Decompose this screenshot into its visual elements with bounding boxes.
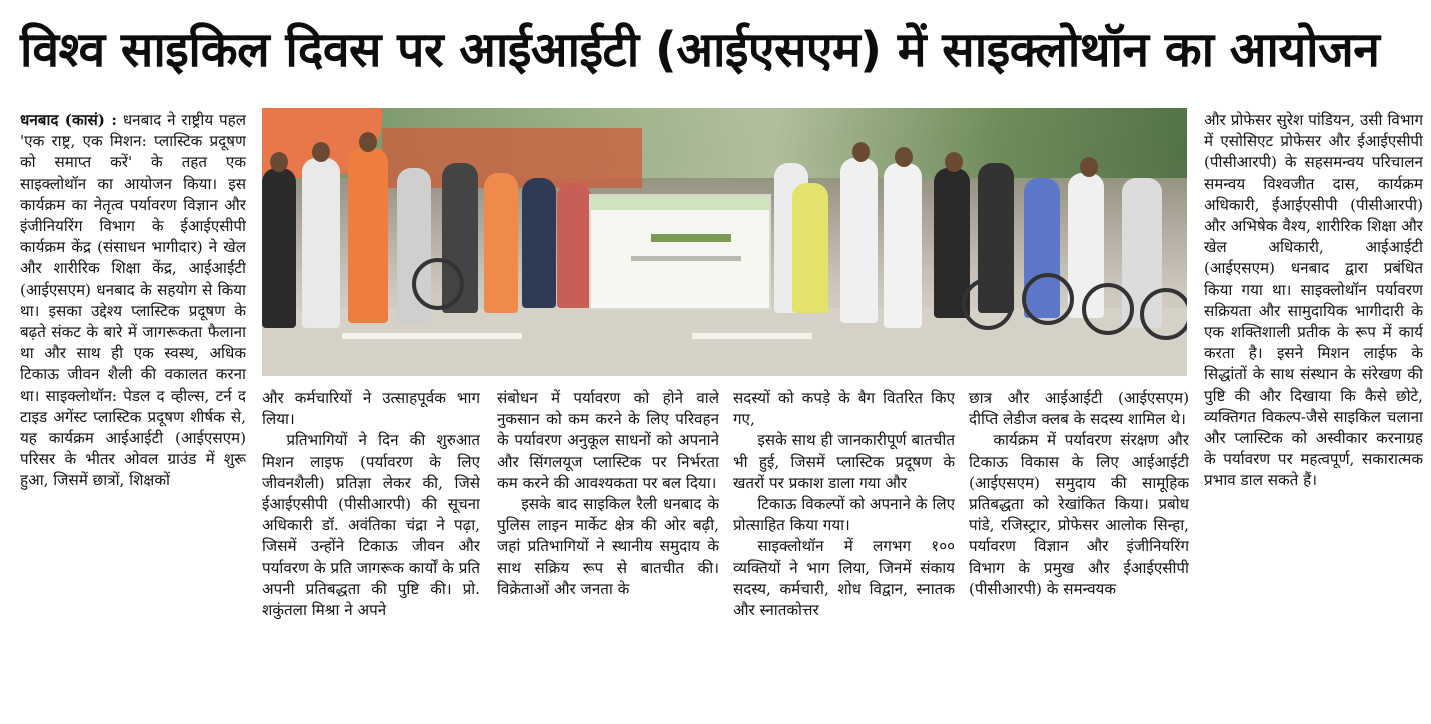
article-column-2 [262,388,480,720]
dateline: धनबाद (कासं) : [20,111,117,129]
bicycle-wheel [1022,273,1074,325]
photo-road-marking [342,333,522,339]
event-photo [262,108,1187,376]
photo-person [840,158,878,323]
column-paragraph: इसके साथ ही जानकारीपूर्ण बातचीत भी हुई, जिसमें प्लास्टिक प्रदूषण के खतरों पर प्रकाश डाला गया और [733,431,955,492]
photo-head [852,142,870,162]
column-paragraph: टिकाऊ विकल्पों को अपनाने के लिए प्रोत्साहित किया गया। [733,495,955,535]
photo-head [945,152,963,172]
column-paragraph: प्रतिभागियों ने दिन की शुरुआत मिशन लाइफ (पर्यावरण के लिए जीवनशैली) प्रतिज्ञा लेकर की, जिसे ईआईएसीपी (पीसीआरपी) की सूचना अधिकारी डॉ. अवंतिका चंद्रा ने पढ़ा, जिसमें उन्होंने टिकाऊ जीवन और पर्यावरण के प्रति जागरूक कार्यों के प्रति अपनी प्रतिबद्धता की पुष्टि की। प्रो. शकुंतला मिश्रा ने अपने [262,431,480,620]
article-column-4 [733,388,955,720]
column-paragraph: धनबाद ने राष्ट्रीय पहल 'एक राष्ट्र, एक मिशन: प्लास्टिक प्रदूषण को समाप्त करें' के तहत एक साइक्लोथॉन का आयोजन किया। इस कार्यक्रम का नेतृत्व पर्यावरण विज्ञान और इंजीनियरिंग विभाग के ईआईएसीपी कार्यक्रम केंद्र (संसाधन भागीदार) ने खेल और शारीरिक शिक्षा केंद्र, आईआईटी (आईएसएम) धनबाद के सहयोग से किया था। इसका उद्देश्य प्लास्टिक प्रदूषण के बढ़ते संकट के बारे में जागरूकता फैलाना था और साथ ही एक स्वस्थ, अधिक टिकाऊ जीवन शैली की वकालत करना था। साइक्लोथॉन: पेडल द व्हील्स, टर्न द टाइड अगेंस्ट प्लास्टिक प्रदूषण शीर्षक से, यह कार्यक्रम आईआईटी (आईएसएम) परिसर के भीतर ओवल ग्राउंड में शुरू हुआ, जिसमें छात्रों, शिक्षकों [20,111,246,490]
article-column-5 [969,388,1189,720]
photo-person [348,148,388,323]
photo-person [557,183,591,308]
bicycle-wheel [1082,283,1134,335]
column-paragraph: और कर्मचारियों ने उत्साहपूर्वक भाग लिया। [262,389,480,429]
photo-head [1080,157,1098,177]
article-column-6 [1204,110,1423,720]
article-column-1 [20,110,246,720]
bicycle-wheel [412,258,464,310]
headline: विश्व साइकिल दिवस पर आईआईटी (आईएसएम) में साइक्लोथॉन का आयोजन [20,22,1380,78]
column-paragraph: छात्र और आईआईटी (आईएसएम) दीप्ति लेडीज क्लब के सदस्य शामिल थे। [969,389,1189,429]
bicycle-wheel [1140,288,1187,340]
photo-person [522,178,556,308]
bicycle-wheel [962,278,1014,330]
column-paragraph: और प्रोफेसर सुरेश पांडियन, उसी विभाग में एसोसिएट प्रोफेसर और ईआईएसीपी (पीसीआरपी) के सहसमन्वय परिचालन समन्वय विश्वजीत दास, कार्यक्रम अधिकारी, ईआईएसीपी (पीसीआरपी) और अभिषेक वैश्य, शारीरिक शिक्षा और खेल अधिकारी, आईआईटी (आईएसएम) धनबाद द्वारा प्रबंधित किया गया था। साइक्लोथॉन पर्यावरण सक्रियता और सामुदायिक भागीदारी के एक शक्तिशाली प्रतीक के रूप में कार्य करता है। इसने मिशन लाईफ के सिद्धांतों के साथ संस्थान के संरेखण की पुष्टि की और दिखाया कि कैसे छोटे, व्यक्तिगत विकल्प-जैसे साइकिल चलाना और प्लास्टिक को अस्वीकार करनाग्रह के पर्यावरण पर महत्वपूर्ण, सकारात्मक प्रभाव डाल सकते हैं। [1204,111,1423,490]
photo-head [270,152,288,172]
photo-head [359,132,377,152]
photo-person [484,173,518,313]
column-paragraph: संबोधन में पर्यावरण को होने वाले नुकसान को कम करने के लिए परिवहन के पर्यावरण अनुकूल साधनों को अपनाने और सिंगलयूज प्लास्टिक पर निर्भरता कम करने की आवश्यकता पर बल दिया। [497,389,719,492]
article-column-3 [497,388,719,720]
photo-road-marking [692,333,812,339]
photo-person [302,158,340,328]
column-paragraph: सदस्यों को कपड़े के बैग वितरित किए गए, [733,389,955,429]
world-bicycle-day-banner [589,194,771,310]
photo-person [884,163,922,328]
column-paragraph: साइक्लोथॉन में लगभग १०० व्यक्तियों ने भाग लिया, जिनमें संकाय सदस्य, कर्मचारी, शोध विद्वान, स्नातक और स्नातकोत्तर [733,537,955,620]
photo-person [792,183,828,313]
column-paragraph: इसके बाद साइकिल रैली धनबाद के पुलिस लाइन मार्केट क्षेत्र की ओर बढ़ी, जहां प्रतिभागियों ने स्थानीय समुदाय के साथ सक्रिय रूप से बातचीत की। विक्रेताओं और जनता के [497,495,719,598]
column-paragraph: कार्यक्रम में पर्यावरण संरक्षण और टिकाऊ विकास के लिए आईआईटी (आईएसएम) समुदाय की सामूहिक प्रतिबद्धता को रेखांकित किया। प्रबोध पांडे, रजिस्ट्रार, प्रोफेसर आलोक सिन्हा, पर्यावरण विज्ञान और इंजीनियरिंग विभाग के प्रमुख और ईआईएसीपी (पीसीआरपी) के समन्वयक [969,431,1189,598]
photo-head [895,147,913,167]
photo-head [312,142,330,162]
photo-person [262,168,296,328]
